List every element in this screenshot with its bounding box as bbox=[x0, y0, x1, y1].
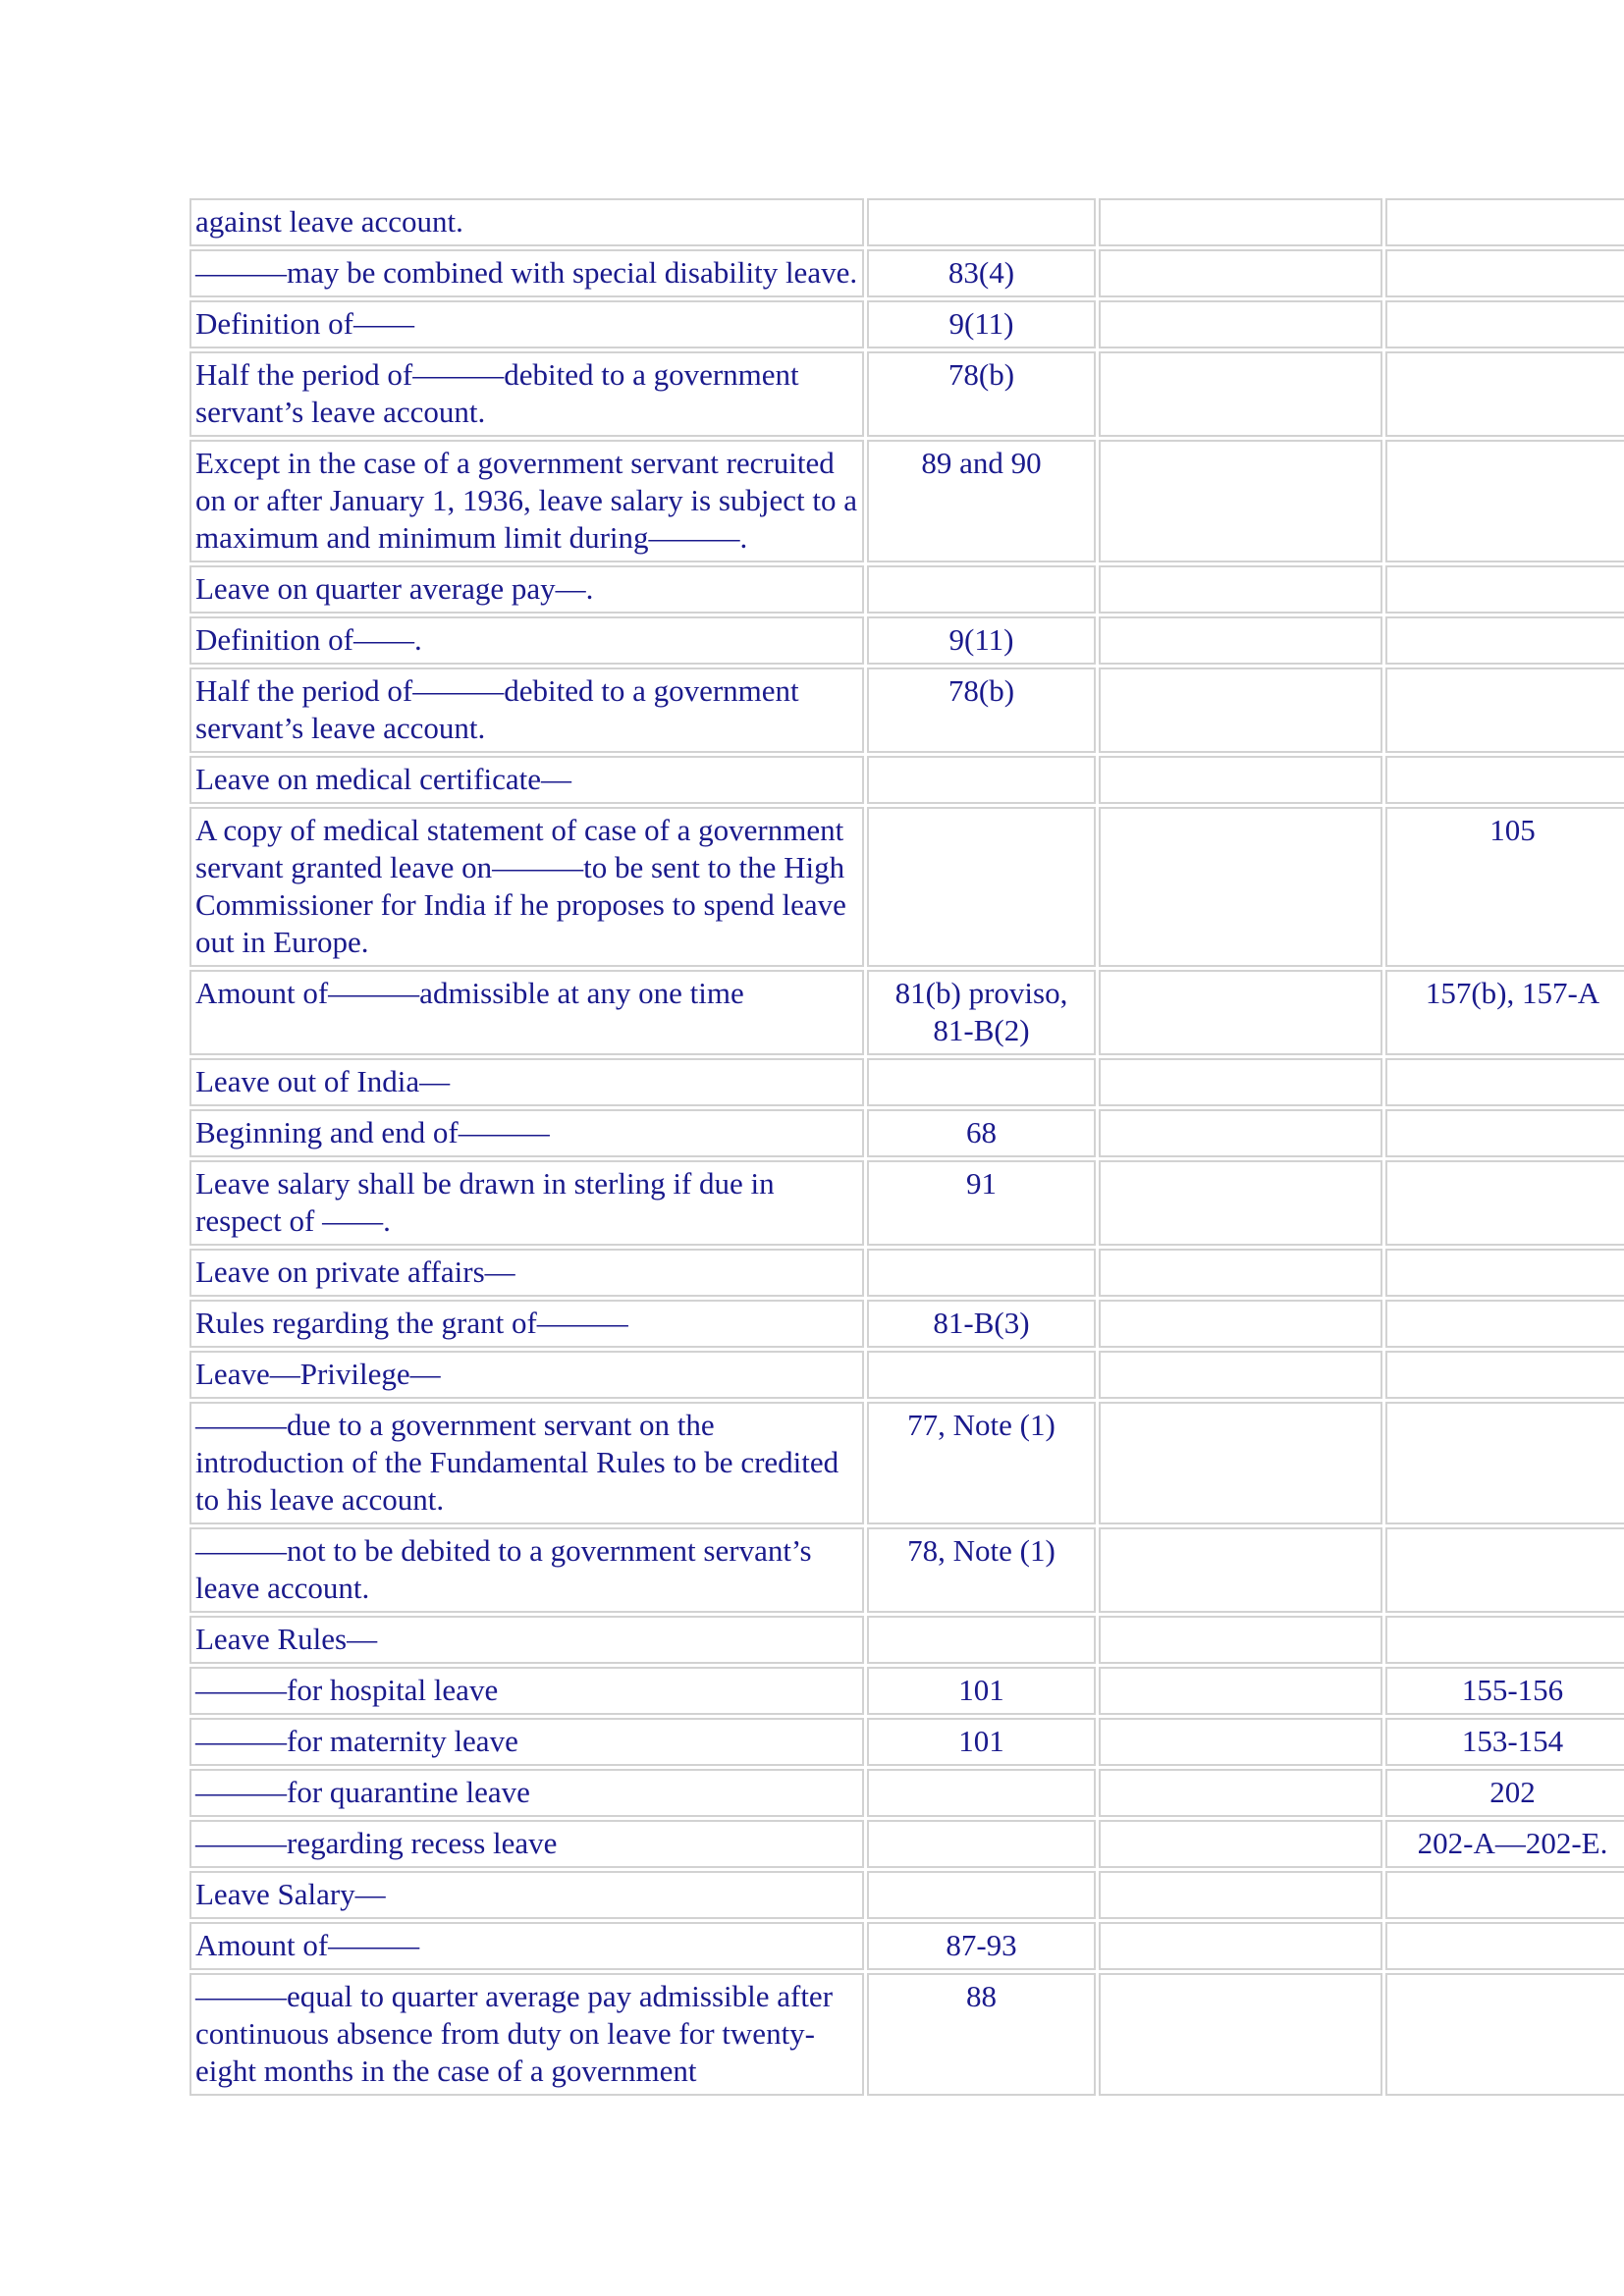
supplementary-rule-reference-cell bbox=[1385, 1300, 1624, 1348]
rule-reference-cell: 77, Note (1) bbox=[867, 1402, 1096, 1524]
subject-cell: Leave on medical certificate— bbox=[189, 756, 864, 804]
subject-cell: Except in the case of a government servant recruited on or after January 1, 1936, leave salary is subject to a maximum and minimum limit during———. bbox=[189, 440, 864, 562]
supplementary-rule-reference-cell: 157(b), 157-A bbox=[1385, 970, 1624, 1055]
rule-reference-cell: 9(11) bbox=[867, 616, 1096, 665]
subject-cell: Definition of—— bbox=[189, 300, 864, 348]
table-row bbox=[189, 249, 1624, 297]
supplementary-rule-reference-cell bbox=[1385, 1973, 1624, 2096]
table-row bbox=[189, 198, 1624, 246]
table-row bbox=[189, 756, 1624, 804]
table-row bbox=[189, 616, 1624, 665]
subject-cell: Leave on private affairs— bbox=[189, 1249, 864, 1297]
supplementary-rule-reference-cell: 202-A—202-E. bbox=[1385, 1820, 1624, 1868]
table-row bbox=[189, 1616, 1624, 1664]
supplementary-rule-reference-cell: 105 bbox=[1385, 807, 1624, 967]
table-row bbox=[189, 1871, 1624, 1919]
rule-reference-cell bbox=[867, 565, 1096, 614]
supplementary-rule-reference-cell bbox=[1385, 198, 1624, 246]
table-row bbox=[189, 667, 1624, 753]
rule-reference-cell: 87-93 bbox=[867, 1922, 1096, 1970]
rules-index-table bbox=[189, 198, 1624, 2099]
table-row bbox=[189, 1300, 1624, 1348]
supplementary-rule-reference-cell: 155-156 bbox=[1385, 1667, 1624, 1715]
reference-cell bbox=[1099, 1922, 1382, 1970]
table-row bbox=[189, 1109, 1624, 1157]
reference-cell bbox=[1099, 440, 1382, 562]
supplementary-rule-reference-cell bbox=[1385, 667, 1624, 753]
supplementary-rule-reference-cell bbox=[1385, 1160, 1624, 1246]
supplementary-rule-reference-cell bbox=[1385, 249, 1624, 297]
supplementary-rule-reference-cell bbox=[1385, 300, 1624, 348]
reference-cell bbox=[1099, 1820, 1382, 1868]
subject-cell: Amount of———admissible at any one time bbox=[189, 970, 864, 1055]
subject-cell: ———regarding recess leave bbox=[189, 1820, 864, 1868]
reference-cell bbox=[1099, 1249, 1382, 1297]
subject-cell: against leave account. bbox=[189, 198, 864, 246]
rule-reference-cell bbox=[867, 1249, 1096, 1297]
subject-cell: Half the period of———debited to a government servant’s leave account. bbox=[189, 351, 864, 437]
table-row bbox=[189, 1351, 1624, 1399]
reference-cell bbox=[1099, 1973, 1382, 2096]
reference-cell bbox=[1099, 1616, 1382, 1664]
subject-cell: ———for maternity leave bbox=[189, 1718, 864, 1766]
supplementary-rule-reference-cell bbox=[1385, 1527, 1624, 1613]
rule-reference-cell: 101 bbox=[867, 1718, 1096, 1766]
rule-reference-cell: 78(b) bbox=[867, 351, 1096, 437]
subject-cell: ———may be combined with special disability leave. bbox=[189, 249, 864, 297]
table-row bbox=[189, 1527, 1624, 1613]
reference-cell bbox=[1099, 1527, 1382, 1613]
subject-cell: ———for quarantine leave bbox=[189, 1769, 864, 1817]
table-row bbox=[189, 565, 1624, 614]
reference-cell bbox=[1099, 1058, 1382, 1106]
rule-reference-cell: 78(b) bbox=[867, 667, 1096, 753]
supplementary-rule-reference-cell bbox=[1385, 1351, 1624, 1399]
document-page bbox=[189, 198, 1624, 2103]
table-row bbox=[189, 1402, 1624, 1524]
subject-cell: Leave Rules— bbox=[189, 1616, 864, 1664]
rule-reference-cell: 101 bbox=[867, 1667, 1096, 1715]
subject-cell: Half the period of———debited to a government servant’s leave account. bbox=[189, 667, 864, 753]
supplementary-rule-reference-cell bbox=[1385, 1402, 1624, 1524]
rule-reference-cell: 91 bbox=[867, 1160, 1096, 1246]
table-row bbox=[189, 970, 1624, 1055]
supplementary-rule-reference-cell: 153-154 bbox=[1385, 1718, 1624, 1766]
rule-reference-cell: 81-B(3) bbox=[867, 1300, 1096, 1348]
subject-cell: Definition of——. bbox=[189, 616, 864, 665]
subject-cell: A copy of medical statement of case of a government servant granted leave on———to be sent to the High Commissioner for India if he proposes to spend leave out in Europe. bbox=[189, 807, 864, 967]
supplementary-rule-reference-cell bbox=[1385, 756, 1624, 804]
table-row bbox=[189, 1718, 1624, 1766]
table-row bbox=[189, 807, 1624, 967]
supplementary-rule-reference-cell bbox=[1385, 616, 1624, 665]
rule-reference-cell bbox=[867, 198, 1096, 246]
reference-cell bbox=[1099, 1300, 1382, 1348]
rule-reference-cell: 9(11) bbox=[867, 300, 1096, 348]
rule-reference-cell: 83(4) bbox=[867, 249, 1096, 297]
supplementary-rule-reference-cell bbox=[1385, 1871, 1624, 1919]
rule-reference-cell: 78, Note (1) bbox=[867, 1527, 1096, 1613]
table-row bbox=[189, 1769, 1624, 1817]
reference-cell bbox=[1099, 1351, 1382, 1399]
reference-cell bbox=[1099, 198, 1382, 246]
supplementary-rule-reference-cell bbox=[1385, 1249, 1624, 1297]
table-row bbox=[189, 1160, 1624, 1246]
table-row bbox=[189, 1820, 1624, 1868]
reference-cell bbox=[1099, 249, 1382, 297]
rule-reference-cell bbox=[867, 1616, 1096, 1664]
subject-cell: Leave—Privilege— bbox=[189, 1351, 864, 1399]
reference-cell bbox=[1099, 1160, 1382, 1246]
supplementary-rule-reference-cell bbox=[1385, 1109, 1624, 1157]
subject-cell: Rules regarding the grant of——— bbox=[189, 1300, 864, 1348]
reference-cell bbox=[1099, 616, 1382, 665]
subject-cell: Leave out of India— bbox=[189, 1058, 864, 1106]
rule-reference-cell: 88 bbox=[867, 1973, 1096, 2096]
index-table-body bbox=[189, 198, 1624, 2096]
supplementary-rule-reference-cell bbox=[1385, 1058, 1624, 1106]
subject-cell: Leave on quarter average pay—. bbox=[189, 565, 864, 614]
subject-cell: ———equal to quarter average pay admissible after continuous absence from duty on leave for twenty-eight months in the case of a government bbox=[189, 1973, 864, 2096]
rule-reference-cell bbox=[867, 1769, 1096, 1817]
rule-reference-cell: 81(b) proviso, 81-B(2) bbox=[867, 970, 1096, 1055]
table-row bbox=[189, 1249, 1624, 1297]
reference-cell bbox=[1099, 565, 1382, 614]
rule-reference-cell bbox=[867, 1871, 1096, 1919]
supplementary-rule-reference-cell bbox=[1385, 440, 1624, 562]
subject-cell: Leave Salary— bbox=[189, 1871, 864, 1919]
reference-cell bbox=[1099, 300, 1382, 348]
table-row bbox=[189, 1973, 1624, 2096]
subject-cell: Leave salary shall be drawn in sterling if due in respect of ——. bbox=[189, 1160, 864, 1246]
supplementary-rule-reference-cell bbox=[1385, 1616, 1624, 1664]
rule-reference-cell bbox=[867, 1058, 1096, 1106]
table-row bbox=[189, 1922, 1624, 1970]
reference-cell bbox=[1099, 756, 1382, 804]
reference-cell bbox=[1099, 1718, 1382, 1766]
subject-cell: ———not to be debited to a government servant’s leave account. bbox=[189, 1527, 864, 1613]
table-row bbox=[189, 351, 1624, 437]
reference-cell bbox=[1099, 351, 1382, 437]
subject-cell: Amount of——— bbox=[189, 1922, 864, 1970]
reference-cell bbox=[1099, 970, 1382, 1055]
supplementary-rule-reference-cell bbox=[1385, 565, 1624, 614]
reference-cell bbox=[1099, 807, 1382, 967]
reference-cell bbox=[1099, 1769, 1382, 1817]
reference-cell bbox=[1099, 1402, 1382, 1524]
subject-cell: ———due to a government servant on the introduction of the Fundamental Rules to be credited to his leave account. bbox=[189, 1402, 864, 1524]
reference-cell bbox=[1099, 667, 1382, 753]
reference-cell bbox=[1099, 1109, 1382, 1157]
rule-reference-cell bbox=[867, 1351, 1096, 1399]
rule-reference-cell bbox=[867, 756, 1096, 804]
supplementary-rule-reference-cell: 202 bbox=[1385, 1769, 1624, 1817]
rule-reference-cell: 89 and 90 bbox=[867, 440, 1096, 562]
supplementary-rule-reference-cell bbox=[1385, 1922, 1624, 1970]
rule-reference-cell bbox=[867, 807, 1096, 967]
reference-cell bbox=[1099, 1667, 1382, 1715]
reference-cell bbox=[1099, 1871, 1382, 1919]
rule-reference-cell bbox=[867, 1820, 1096, 1868]
subject-cell: ———for hospital leave bbox=[189, 1667, 864, 1715]
table-row bbox=[189, 440, 1624, 562]
supplementary-rule-reference-cell bbox=[1385, 351, 1624, 437]
subject-cell: Beginning and end of——— bbox=[189, 1109, 864, 1157]
table-row bbox=[189, 1667, 1624, 1715]
table-row bbox=[189, 300, 1624, 348]
table-row bbox=[189, 1058, 1624, 1106]
rule-reference-cell: 68 bbox=[867, 1109, 1096, 1157]
